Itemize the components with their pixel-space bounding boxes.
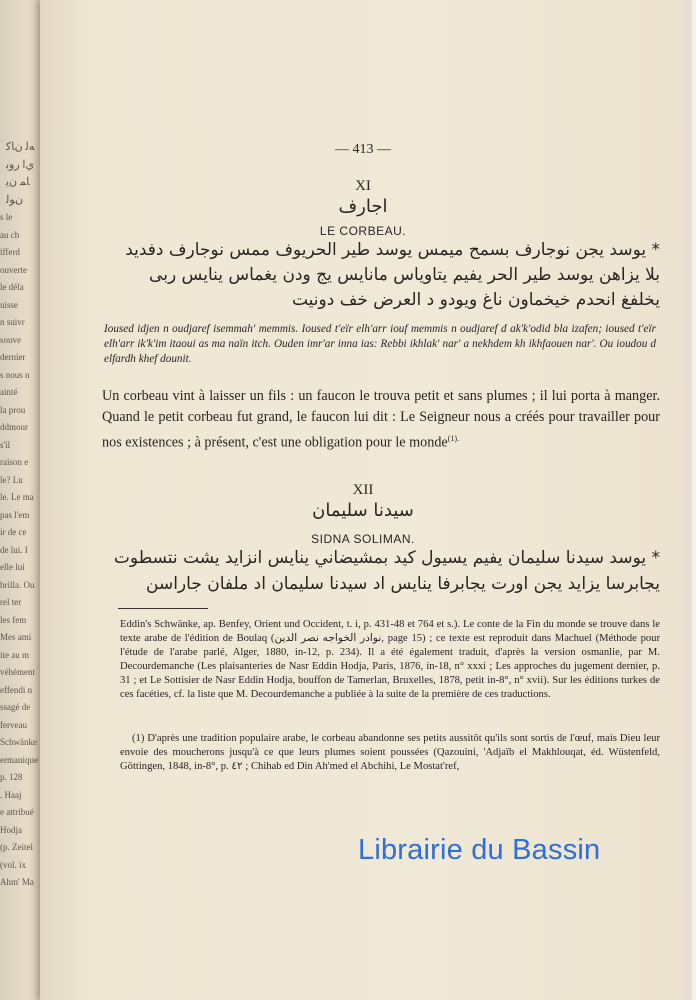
left-page-fragment: les fem [0, 614, 27, 625]
left-page-fragment: s le [0, 212, 13, 222]
left-page-fragment: ﺎﻤ ﻥﻳ [6, 176, 30, 188]
left-page-fragment: brilla. Ou [0, 579, 35, 590]
left-page-fragment: ainté [0, 387, 18, 397]
left-page-fragment: (vol. ix [0, 859, 26, 870]
section-xi-arabic-line-1: * يوسد يجن نوجارف بسمح ميمس يوسد طير الحريوف ممس نوجارف دفديد [125, 240, 660, 260]
left-page-fragment: véhément [0, 667, 35, 677]
left-page-fragment: ddmour [0, 422, 28, 432]
section-xi-transliteration: Ioused idjen n oudjaref isemmah' memmis. Ioused t'eïr elh'arr iouf memmis n oudjaref d ak'k'odid bla izafen; ioused t'eïr elh'arr ik'k'im itaoui as ma naïn itch. Ouden imr'ar inna ias: Rebbi ikhlak' nar' a nekhdem kh ikhfaouen nar'. Ou ioudou d elfardh khef dounit. [104, 323, 656, 365]
left-page-fragment: souve [0, 334, 21, 345]
watermark: Librairie du Bassin [358, 834, 601, 866]
left-page-fragment: Schwänke [0, 737, 37, 747]
left-page-fragment: ite au m [0, 649, 29, 660]
left-page-fragment: dernier [0, 352, 26, 362]
left-page-fragment: s'il [0, 439, 11, 450]
footnote-rule [118, 608, 208, 609]
section-xi-translation [102, 386, 660, 454]
left-page-fragment: ir de ce [0, 527, 27, 537]
section-xii-arabic-line-1: * يوسد سيدنا سليمان يفيم يسيول كيد بمشيضاني ينايس انزايد يشت نتسطوت [113, 548, 660, 568]
left-page-fragment: le? Lu [0, 474, 23, 485]
section-xi-number: XI [355, 178, 371, 194]
translation-text: Un corbeau vint à laisser un fils : un faucon le trouva petit et sans plumes ; il lui porta à manger. Quand le petit corbeau fut grand, le faucon lui dit : Le Seigneur nous a créés pour travailler pour nos existences ; à présent, c'est une obligation pour le monde [102, 388, 660, 451]
left-page-fragment: ﻱﺍ ﺭﻭﺑ [6, 158, 35, 171]
left-page-fragment: ouverte [0, 264, 27, 275]
left-page-fragment: le déla [0, 282, 24, 292]
section-xii-french-title: SIDNA SOLIMAN. [311, 532, 415, 546]
footnote-continued: Eddin's Schwänke, ap. Benfey, Orient und Occident, t. i, p. 431-48 et 764 et s.). Le conte de la Fin du monde se trouve dans le texte arabe de l'édition de Boulaq (نوادر الخواجه نصر الدين, page 15) ; ce texte est reproduit dans Machuel (Méthode pour l'étude de l'arabe parlé, Alger, 1880, in-12, p. 234). Il a été également traduit, d'après la version osmanlie, par M. Decourdemanche (Les plaisanteries de Nasr Eddin Hodja, Paris, 1876, in-18, n° xxxi ; Les approches du jugement dernier, p. 31 ; et Le Sottisier de Nasr Eddin Hodja, bouffon de Tamerlan, Bruxelles, 1878, petit in-8°, n° xvii). Sur les éditions turkes de ces facéties, cf. la liste que M. Decourdemanche a publiée à la suite de la première de ces traductions. [120, 619, 660, 700]
left-page-fragment: pas l'em [0, 509, 30, 520]
left-page-fragment: ﻪﻟ ﻥﺎﻛ [6, 141, 35, 153]
left-page-fragment: . Haaj [0, 789, 22, 800]
left-page-fragment: ﻥﻮﻟ [6, 193, 24, 206]
left-page-fragment: rel ter [0, 597, 22, 607]
footnote-ref: (1). [447, 434, 460, 443]
left-page-fragment: Ahm' Ma [0, 877, 34, 887]
section-xii-number: XII [352, 482, 374, 498]
left-page-fragment: Mes ami [0, 632, 32, 642]
left-page-fragment: raison e [0, 457, 29, 467]
section-xi-arabic-title: اجارف [338, 196, 388, 217]
section-xi-arabic-line-3: يخلفغ انحدم خيخماون ناغ ويودو د العرض خف دونيت [291, 290, 660, 310]
left-page-fragment: ifferd [0, 247, 20, 257]
left-page-fragment: (p. Zeitel [0, 842, 33, 852]
left-page-fragment: ermanique [0, 754, 38, 765]
section-xi-french-title: LE CORBEAU. [319, 224, 407, 238]
section-xii-arabic-title: سيدنا سليمان [312, 500, 414, 521]
page-number: — 413 — [335, 142, 391, 157]
left-page-fragment: le. Le ma [0, 492, 34, 502]
section-xii-arabic-line-2: يجابرسا يزايد يجن اورت يجابرفا ينايس اد سيدنا سليمان اد ملفان جاراسن [146, 574, 660, 594]
left-page-fragment: Hodja [0, 824, 22, 835]
left-page-text [0, 0, 44, 1000]
left-page-fragment: elle lui [0, 562, 25, 572]
left-page-fragment: s nous n [0, 369, 30, 380]
left-page-fragment: au ch [0, 229, 20, 240]
left-page-fragment: p. 128 [0, 772, 23, 782]
page-edge [686, 0, 692, 1000]
footnote-1: (1) D'après une tradition populaire arabe, le corbeau abandonne ses petits aussitôt qu'ils sont sortis de l'œuf, mais Dieu leur envoie des moucherons jusqu'à ce que leurs plumes soient poussées (Qazouini, 'Adjaïb el Makhlouqat, éd. Wüstenfeld, Göttingen, 1848, in-8°, p. ٤٢ ; Chihab ed Din Ah'med el Abchihi, Le Mostat'ref, [120, 733, 660, 772]
left-page-fragment: e attribué [0, 807, 34, 817]
left-page-fragment: ferveau [0, 719, 27, 730]
left-page-fragment: ssagé de [0, 702, 31, 712]
left-page-fragment: n suivr [0, 317, 25, 327]
left-page-fragment: de lui. I [0, 544, 28, 555]
left-page-fragment: la prou [0, 404, 26, 415]
left-page-fragment: uisse [0, 299, 18, 310]
section-xi-arabic-line-2: بلا يزاهن يوسد طير الحر يفيم يتاوياس مانايس يج ودن يغماس ينايس ربى [149, 265, 660, 285]
left-page-fragment: effendi n [0, 684, 33, 695]
